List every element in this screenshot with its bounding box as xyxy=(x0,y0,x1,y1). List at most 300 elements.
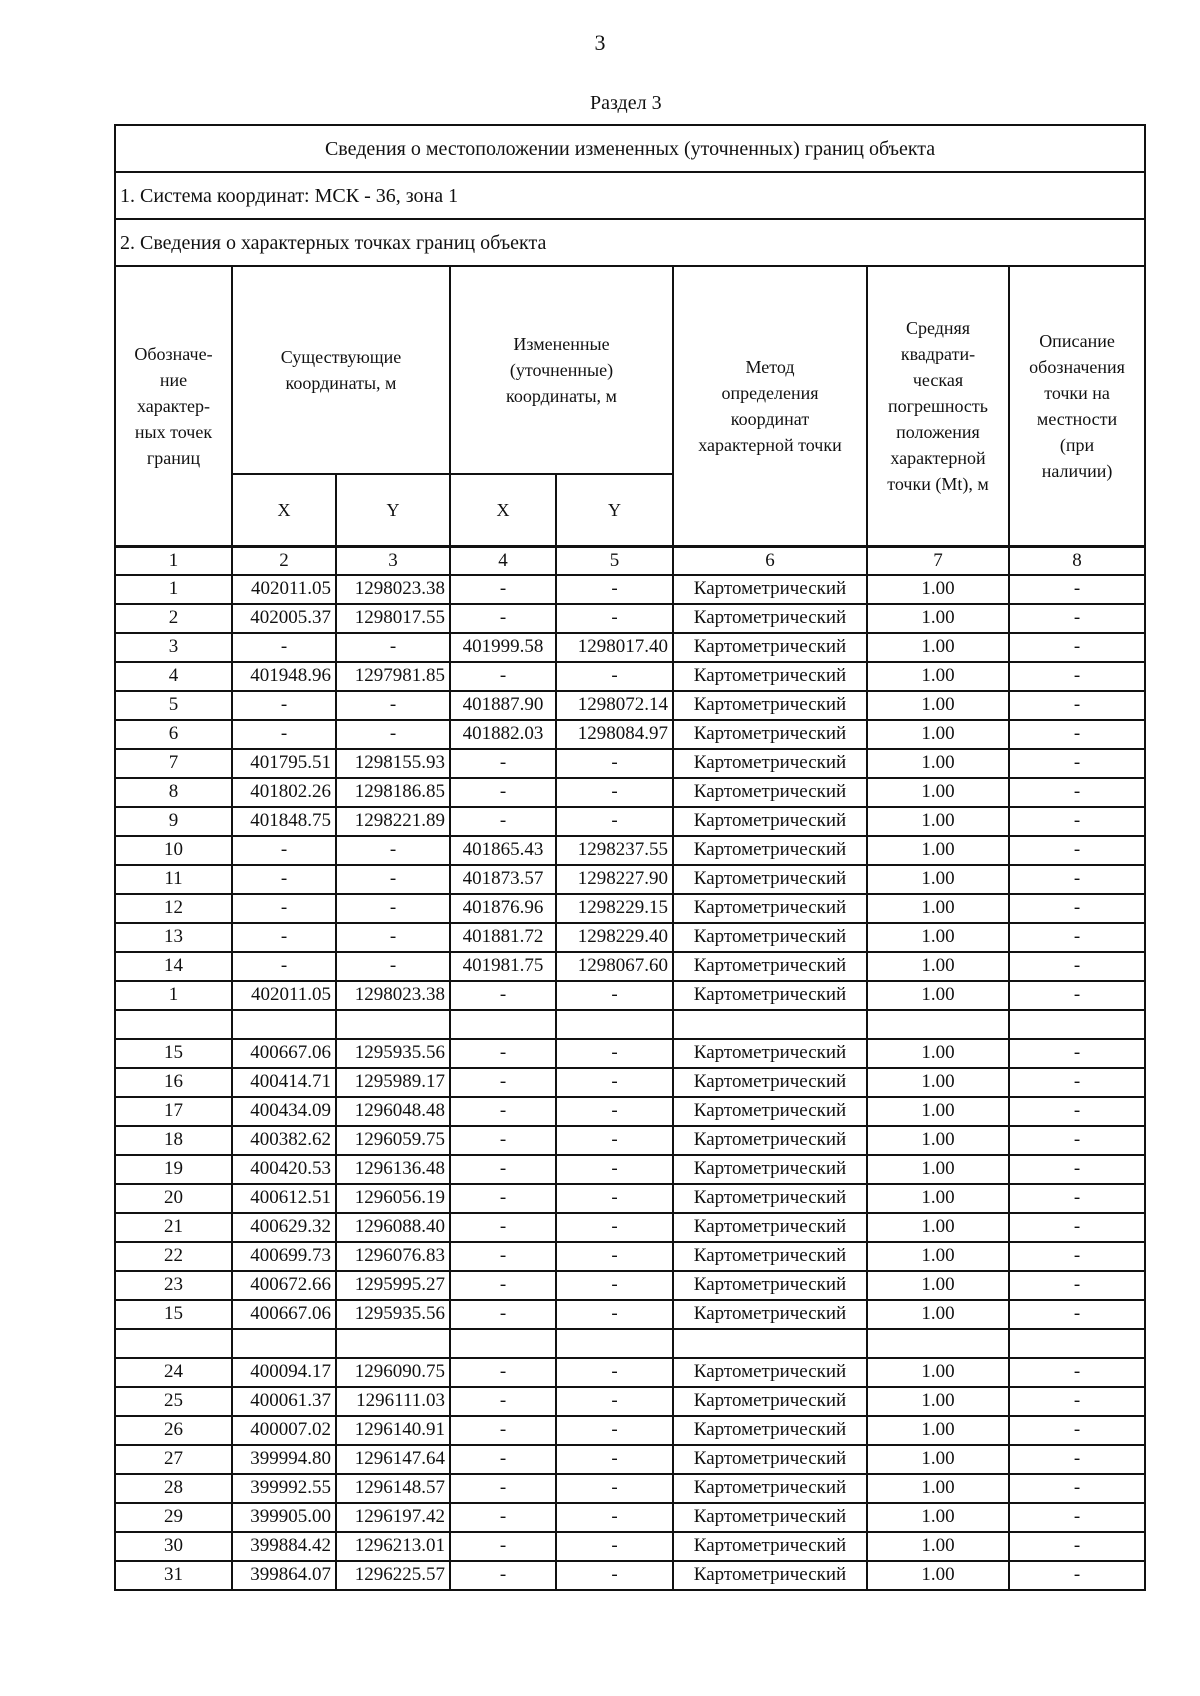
method-cell: Картометрический xyxy=(673,865,867,894)
existing-x-cell: 401948.96 xyxy=(232,662,336,691)
changed-y-cell: - xyxy=(556,1184,673,1213)
method-cell: Картометрический xyxy=(673,981,867,1010)
changed-x-cell xyxy=(450,1329,556,1358)
point-number-cell xyxy=(115,1010,232,1039)
error-mt-cell: 1.00 xyxy=(867,1242,1009,1271)
description-cell: - xyxy=(1009,1445,1145,1474)
existing-x-cell: 400061.37 xyxy=(232,1387,336,1416)
existing-y-cell: 1298155.93 xyxy=(336,749,450,778)
column-number: 6 xyxy=(673,546,867,575)
error-mt-cell: 1.00 xyxy=(867,1068,1009,1097)
existing-y-cell: 1298017.55 xyxy=(336,604,450,633)
page-number: 3 xyxy=(594,30,606,55)
table-title: Сведения о местоположении измененных (уточненных) границ объекта xyxy=(115,125,1145,172)
header-description xyxy=(1009,266,1145,546)
method-cell: Картометрический xyxy=(673,1474,867,1503)
error-mt-cell xyxy=(867,1010,1009,1039)
existing-x-cell: 400667.06 xyxy=(232,1300,336,1329)
changed-x-cell: - xyxy=(450,1387,556,1416)
table-row xyxy=(115,1532,1145,1561)
point-number-cell: 27 xyxy=(115,1445,232,1474)
changed-y-cell: - xyxy=(556,1242,673,1271)
description-cell: - xyxy=(1009,633,1145,662)
changed-y-cell: - xyxy=(556,1387,673,1416)
method-cell: Картометрический xyxy=(673,836,867,865)
error-mt-cell: 1.00 xyxy=(867,1300,1009,1329)
changed-y-cell: - xyxy=(556,1039,673,1068)
table-row xyxy=(115,836,1145,865)
table-row xyxy=(115,1039,1145,1068)
changed-x-cell: - xyxy=(450,1445,556,1474)
method-cell: Картометрический xyxy=(673,894,867,923)
point-number-cell: 15 xyxy=(115,1039,232,1068)
point-number-cell: 24 xyxy=(115,1358,232,1387)
method-cell: Картометрический xyxy=(673,1532,867,1561)
point-number-cell: 11 xyxy=(115,865,232,894)
existing-x-cell: 400667.06 xyxy=(232,1039,336,1068)
column-number: 7 xyxy=(867,546,1009,575)
description-cell: - xyxy=(1009,1416,1145,1445)
changed-x-cell: - xyxy=(450,981,556,1010)
table-row xyxy=(115,1387,1145,1416)
existing-y-cell: 1296111.03 xyxy=(336,1387,450,1416)
changed-x-cell: - xyxy=(450,1561,556,1590)
error-mt-cell: 1.00 xyxy=(867,633,1009,662)
table-row xyxy=(115,923,1145,952)
changed-x-cell: - xyxy=(450,662,556,691)
existing-y-cell: 1296140.91 xyxy=(336,1416,450,1445)
point-number-cell: 20 xyxy=(115,1184,232,1213)
existing-y-cell: 1298221.89 xyxy=(336,807,450,836)
existing-x-cell: 401802.26 xyxy=(232,778,336,807)
changed-x-cell: - xyxy=(450,778,556,807)
point-number-cell: 2 xyxy=(115,604,232,633)
column-number: 4 xyxy=(450,546,556,575)
existing-y-cell: 1295935.56 xyxy=(336,1039,450,1068)
method-cell: Картометрический xyxy=(673,1271,867,1300)
table-row xyxy=(115,633,1145,662)
changed-y-cell: - xyxy=(556,1561,673,1590)
existing-x-cell: 402005.37 xyxy=(232,604,336,633)
changed-y-cell: 1298067.60 xyxy=(556,952,673,981)
description-cell: - xyxy=(1009,1184,1145,1213)
changed-y-cell: 1298229.15 xyxy=(556,894,673,923)
existing-x-cell: 399864.07 xyxy=(232,1561,336,1590)
point-number-cell: 25 xyxy=(115,1387,232,1416)
method-cell: Картометрический xyxy=(673,1126,867,1155)
changed-y-cell: - xyxy=(556,807,673,836)
point-number-cell: 15 xyxy=(115,1300,232,1329)
existing-y-cell: 1296197.42 xyxy=(336,1503,450,1532)
changed-x-cell: - xyxy=(450,1213,556,1242)
existing-y-cell xyxy=(336,1010,450,1039)
error-mt-cell: 1.00 xyxy=(867,1445,1009,1474)
existing-x-cell: - xyxy=(232,952,336,981)
description-cell: - xyxy=(1009,575,1145,604)
table-row xyxy=(115,1126,1145,1155)
changed-x-cell: - xyxy=(450,1039,556,1068)
changed-x-cell: 401881.72 xyxy=(450,923,556,952)
table-row xyxy=(115,981,1145,1010)
changed-x-cell: - xyxy=(450,1532,556,1561)
table-row xyxy=(115,1097,1145,1126)
point-number-cell: 4 xyxy=(115,662,232,691)
header-existing-coords xyxy=(232,266,450,474)
description-cell: - xyxy=(1009,691,1145,720)
table-row xyxy=(115,778,1145,807)
point-number-cell xyxy=(115,1329,232,1358)
changed-x-cell: - xyxy=(450,1155,556,1184)
error-mt-cell: 1.00 xyxy=(867,749,1009,778)
error-mt-cell xyxy=(867,1329,1009,1358)
description-cell: - xyxy=(1009,1300,1145,1329)
column-number: 3 xyxy=(336,546,450,575)
point-number-cell: 16 xyxy=(115,1068,232,1097)
existing-y-cell: - xyxy=(336,952,450,981)
changed-x-cell: 401865.43 xyxy=(450,836,556,865)
error-mt-cell: 1.00 xyxy=(867,1184,1009,1213)
header-changed-coords xyxy=(450,266,673,474)
existing-x-cell: 399994.80 xyxy=(232,1445,336,1474)
error-mt-cell: 1.00 xyxy=(867,604,1009,633)
description-cell: - xyxy=(1009,604,1145,633)
description-cell: - xyxy=(1009,981,1145,1010)
point-number-cell: 3 xyxy=(115,633,232,662)
table-row xyxy=(115,1503,1145,1532)
existing-x-cell xyxy=(232,1329,336,1358)
point-number-cell: 21 xyxy=(115,1213,232,1242)
table-row xyxy=(115,1300,1145,1329)
table-row xyxy=(115,1329,1145,1358)
existing-y-cell: 1296213.01 xyxy=(336,1532,450,1561)
error-mt-cell: 1.00 xyxy=(867,691,1009,720)
header-designation-text: Обозначе- ние характер- ных точек границ xyxy=(134,343,213,468)
existing-y-cell: - xyxy=(336,836,450,865)
header-changed-y: Y xyxy=(556,474,673,546)
existing-y-cell: 1296136.48 xyxy=(336,1155,450,1184)
changed-y-cell: - xyxy=(556,1445,673,1474)
coordinate-system: 1. Система координат: МСК - 36, зона 1 xyxy=(115,172,1145,219)
changed-y-cell: - xyxy=(556,1300,673,1329)
changed-y-cell: - xyxy=(556,1155,673,1184)
existing-x-cell: 400007.02 xyxy=(232,1416,336,1445)
error-mt-cell: 1.00 xyxy=(867,720,1009,749)
existing-x-cell: 399905.00 xyxy=(232,1503,336,1532)
table-row xyxy=(115,807,1145,836)
error-mt-cell: 1.00 xyxy=(867,1532,1009,1561)
existing-x-cell: 402011.05 xyxy=(232,981,336,1010)
table-row xyxy=(115,575,1145,604)
existing-y-cell: - xyxy=(336,865,450,894)
table-row xyxy=(115,1068,1145,1097)
existing-y-cell: - xyxy=(336,894,450,923)
point-number-cell: 28 xyxy=(115,1474,232,1503)
description-cell: - xyxy=(1009,952,1145,981)
description-cell: - xyxy=(1009,1358,1145,1387)
existing-y-cell: - xyxy=(336,720,450,749)
description-cell: - xyxy=(1009,807,1145,836)
point-number-cell: 19 xyxy=(115,1155,232,1184)
table-row xyxy=(115,1445,1145,1474)
changed-y-cell: - xyxy=(556,749,673,778)
method-cell: Картометрический xyxy=(673,778,867,807)
existing-y-cell: 1296147.64 xyxy=(336,1445,450,1474)
changed-x-cell: - xyxy=(450,807,556,836)
existing-x-cell xyxy=(232,1010,336,1039)
error-mt-cell: 1.00 xyxy=(867,952,1009,981)
changed-y-cell: - xyxy=(556,778,673,807)
method-cell xyxy=(673,1329,867,1358)
column-number: 8 xyxy=(1009,546,1145,575)
point-number-cell: 31 xyxy=(115,1561,232,1590)
error-mt-cell: 1.00 xyxy=(867,1097,1009,1126)
changed-x-cell xyxy=(450,1010,556,1039)
existing-y-cell: 1295995.27 xyxy=(336,1271,450,1300)
changed-y-cell: 1298227.90 xyxy=(556,865,673,894)
method-cell: Картометрический xyxy=(673,1039,867,1068)
error-mt-cell: 1.00 xyxy=(867,1416,1009,1445)
header-changed-text: Измененные (уточненные) координаты, м xyxy=(506,334,617,406)
existing-x-cell: 402011.05 xyxy=(232,575,336,604)
header-error-text: Средняя квадрати- ческая погрешность положения характерной точки (Mt), м xyxy=(887,317,989,494)
method-cell: Картометрический xyxy=(673,1387,867,1416)
column-number: 2 xyxy=(232,546,336,575)
method-cell: Картометрический xyxy=(673,575,867,604)
changed-y-cell: - xyxy=(556,1271,673,1300)
existing-x-cell: 400414.71 xyxy=(232,1068,336,1097)
table-row xyxy=(115,1271,1145,1300)
description-cell: - xyxy=(1009,865,1145,894)
method-cell: Картометрический xyxy=(673,633,867,662)
header-designation xyxy=(115,266,232,546)
method-cell: Картометрический xyxy=(673,1097,867,1126)
error-mt-cell: 1.00 xyxy=(867,1155,1009,1184)
existing-y-cell: 1296059.75 xyxy=(336,1126,450,1155)
method-cell: Картометрический xyxy=(673,1503,867,1532)
error-mt-cell: 1.00 xyxy=(867,807,1009,836)
error-mt-cell: 1.00 xyxy=(867,1503,1009,1532)
description-cell: - xyxy=(1009,1213,1145,1242)
changed-y-cell: 1298237.55 xyxy=(556,836,673,865)
table-row xyxy=(115,1561,1145,1590)
table-row xyxy=(115,720,1145,749)
error-mt-cell: 1.00 xyxy=(867,1039,1009,1068)
method-cell: Картометрический xyxy=(673,1155,867,1184)
existing-y-cell: 1298023.38 xyxy=(336,575,450,604)
changed-x-cell: - xyxy=(450,1271,556,1300)
existing-y-cell: 1297981.85 xyxy=(336,662,450,691)
existing-x-cell: 400420.53 xyxy=(232,1155,336,1184)
changed-y-cell xyxy=(556,1010,673,1039)
existing-y-cell: 1296088.40 xyxy=(336,1213,450,1242)
existing-y-cell: - xyxy=(336,691,450,720)
changed-x-cell: - xyxy=(450,1474,556,1503)
changed-x-cell: 401887.90 xyxy=(450,691,556,720)
changed-x-cell: - xyxy=(450,1416,556,1445)
method-cell: Картометрический xyxy=(673,807,867,836)
error-mt-cell: 1.00 xyxy=(867,662,1009,691)
table-row xyxy=(115,1242,1145,1271)
header-existing-text: Существующие координаты, м xyxy=(280,347,402,393)
changed-x-cell: 401999.58 xyxy=(450,633,556,662)
existing-y-cell: 1295989.17 xyxy=(336,1068,450,1097)
table-row xyxy=(115,749,1145,778)
existing-x-cell: - xyxy=(232,633,336,662)
method-cell: Картометрический xyxy=(673,1561,867,1590)
existing-y-cell: 1296076.83 xyxy=(336,1242,450,1271)
error-mt-cell: 1.00 xyxy=(867,894,1009,923)
changed-x-cell: - xyxy=(450,1097,556,1126)
changed-x-cell: - xyxy=(450,1503,556,1532)
error-mt-cell: 1.00 xyxy=(867,1271,1009,1300)
table-row xyxy=(115,1184,1145,1213)
existing-x-cell: 400672.66 xyxy=(232,1271,336,1300)
changed-y-cell: - xyxy=(556,604,673,633)
description-cell: - xyxy=(1009,1503,1145,1532)
description-cell: - xyxy=(1009,923,1145,952)
existing-x-cell: 400434.09 xyxy=(232,1097,336,1126)
point-number-cell: 29 xyxy=(115,1503,232,1532)
description-cell: - xyxy=(1009,894,1145,923)
changed-y-cell: - xyxy=(556,1126,673,1155)
point-number-cell: 12 xyxy=(115,894,232,923)
changed-y-cell: 1298017.40 xyxy=(556,633,673,662)
changed-y-cell: - xyxy=(556,662,673,691)
description-cell: - xyxy=(1009,778,1145,807)
changed-y-cell: 1298084.97 xyxy=(556,720,673,749)
existing-x-cell: 399992.55 xyxy=(232,1474,336,1503)
point-number-cell: 9 xyxy=(115,807,232,836)
point-number-cell: 22 xyxy=(115,1242,232,1271)
description-cell: - xyxy=(1009,749,1145,778)
error-mt-cell: 1.00 xyxy=(867,836,1009,865)
existing-x-cell: - xyxy=(232,836,336,865)
method-cell: Картометрический xyxy=(673,604,867,633)
method-cell: Картометрический xyxy=(673,720,867,749)
error-mt-cell: 1.00 xyxy=(867,1213,1009,1242)
section-label: Раздел 3 xyxy=(590,92,662,114)
table-row xyxy=(115,865,1145,894)
changed-x-cell: - xyxy=(450,1068,556,1097)
existing-y-cell: 1298023.38 xyxy=(336,981,450,1010)
changed-y-cell: - xyxy=(556,1532,673,1561)
point-number-cell: 5 xyxy=(115,691,232,720)
header-existing-y: Y xyxy=(336,474,450,546)
existing-y-cell: 1295935.56 xyxy=(336,1300,450,1329)
existing-x-cell: 400382.62 xyxy=(232,1126,336,1155)
header-method xyxy=(673,266,867,546)
method-cell: Картометрический xyxy=(673,1213,867,1242)
changed-y-cell: 1298072.14 xyxy=(556,691,673,720)
changed-x-cell: - xyxy=(450,1126,556,1155)
changed-y-cell: - xyxy=(556,981,673,1010)
error-mt-cell: 1.00 xyxy=(867,1358,1009,1387)
point-number-cell: 7 xyxy=(115,749,232,778)
description-cell: - xyxy=(1009,1474,1145,1503)
point-number-cell: 10 xyxy=(115,836,232,865)
method-cell xyxy=(673,1010,867,1039)
point-number-cell: 18 xyxy=(115,1126,232,1155)
description-cell: - xyxy=(1009,1561,1145,1590)
header-existing-x: X xyxy=(232,474,336,546)
method-cell: Картометрический xyxy=(673,1445,867,1474)
boundary-points-table xyxy=(114,124,1146,1591)
changed-x-cell: - xyxy=(450,575,556,604)
existing-y-cell: 1296148.57 xyxy=(336,1474,450,1503)
point-number-cell: 13 xyxy=(115,923,232,952)
error-mt-cell: 1.00 xyxy=(867,778,1009,807)
table-row xyxy=(115,1474,1145,1503)
changed-y-cell: - xyxy=(556,1097,673,1126)
changed-y-cell: - xyxy=(556,1358,673,1387)
table-row xyxy=(115,1213,1145,1242)
method-cell: Картометрический xyxy=(673,1300,867,1329)
existing-y-cell: 1296056.19 xyxy=(336,1184,450,1213)
changed-x-cell: - xyxy=(450,1184,556,1213)
changed-x-cell: 401876.96 xyxy=(450,894,556,923)
changed-y-cell: - xyxy=(556,1213,673,1242)
changed-y-cell: - xyxy=(556,575,673,604)
existing-x-cell: - xyxy=(232,894,336,923)
description-cell xyxy=(1009,1329,1145,1358)
changed-y-cell: - xyxy=(556,1068,673,1097)
point-number-cell: 26 xyxy=(115,1416,232,1445)
existing-x-cell: 401848.75 xyxy=(232,807,336,836)
point-number-cell: 1 xyxy=(115,981,232,1010)
error-mt-cell: 1.00 xyxy=(867,1387,1009,1416)
description-cell xyxy=(1009,1010,1145,1039)
description-cell: - xyxy=(1009,1532,1145,1561)
changed-y-cell: - xyxy=(556,1503,673,1532)
method-cell: Картометрический xyxy=(673,1068,867,1097)
existing-y-cell: - xyxy=(336,923,450,952)
method-cell: Картометрический xyxy=(673,1416,867,1445)
points-header: 2. Сведения о характерных точках границ объекта xyxy=(115,219,1145,266)
error-mt-cell: 1.00 xyxy=(867,1126,1009,1155)
existing-y-cell: 1296225.57 xyxy=(336,1561,450,1590)
error-mt-cell: 1.00 xyxy=(867,923,1009,952)
method-cell: Картометрический xyxy=(673,749,867,778)
table-row xyxy=(115,1010,1145,1039)
table-row xyxy=(115,662,1145,691)
header-description-text: Описание обозначения точки на местности (при наличии) xyxy=(1029,330,1125,481)
changed-x-cell: 401873.57 xyxy=(450,865,556,894)
header-method-text: Метод определения координат характерной точки xyxy=(698,356,842,455)
existing-y-cell xyxy=(336,1329,450,1358)
error-mt-cell: 1.00 xyxy=(867,575,1009,604)
table-row xyxy=(115,1155,1145,1184)
existing-x-cell: - xyxy=(232,691,336,720)
method-cell: Картометрический xyxy=(673,691,867,720)
table-row xyxy=(115,1416,1145,1445)
description-cell: - xyxy=(1009,1242,1145,1271)
existing-x-cell: 400612.51 xyxy=(232,1184,336,1213)
point-number-cell: 8 xyxy=(115,778,232,807)
description-cell: - xyxy=(1009,1387,1145,1416)
changed-x-cell: - xyxy=(450,749,556,778)
point-number-cell: 6 xyxy=(115,720,232,749)
changed-y-cell: 1298229.40 xyxy=(556,923,673,952)
method-cell: Картометрический xyxy=(673,662,867,691)
description-cell: - xyxy=(1009,1097,1145,1126)
changed-x-cell: - xyxy=(450,1300,556,1329)
table-row xyxy=(115,604,1145,633)
error-mt-cell: 1.00 xyxy=(867,1474,1009,1503)
changed-x-cell: - xyxy=(450,1242,556,1271)
description-cell: - xyxy=(1009,662,1145,691)
existing-y-cell: - xyxy=(336,633,450,662)
existing-x-cell: 400094.17 xyxy=(232,1358,336,1387)
